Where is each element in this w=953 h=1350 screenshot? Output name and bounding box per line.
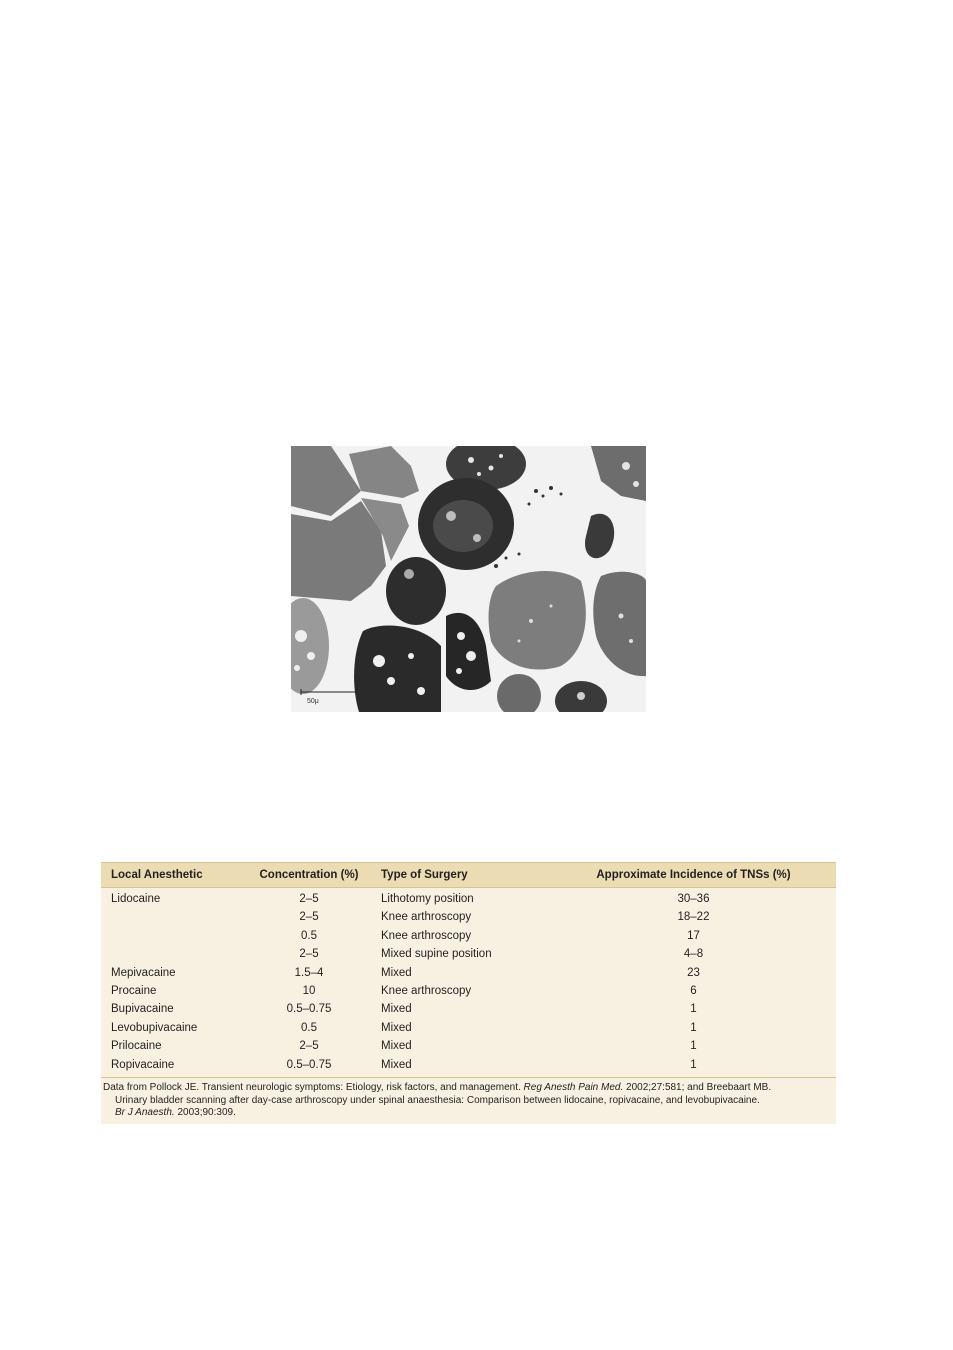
table-row (101, 1037, 836, 1055)
cell-anesthetic: Procaine (111, 985, 157, 998)
cell-concentration: 10 (302, 985, 316, 998)
cell-surgery: Mixed (381, 1021, 412, 1034)
cell-surgery: Mixed (381, 966, 412, 979)
cell-concentration: 2–5 (299, 1040, 319, 1053)
cell-incidence: 1 (690, 1021, 697, 1034)
cell-surgery: Mixed supine position (381, 948, 492, 961)
cell-incidence: 1 (690, 1058, 697, 1071)
cell-anesthetic: Lidocaine (111, 893, 161, 905)
cell-surgery: Mixed (381, 1058, 412, 1071)
cell-concentration: 0.5 (301, 1021, 317, 1034)
table-header-row (101, 863, 836, 888)
tns-incidence-table-block (101, 862, 836, 1124)
cell-surgery: Mixed (381, 1040, 412, 1053)
cell-incidence: 4–8 (683, 948, 704, 961)
table-row (101, 945, 836, 963)
cell-incidence: 30–36 (677, 893, 710, 905)
cell-shape (489, 571, 586, 670)
tns-incidence-table (101, 862, 836, 1077)
cell-anesthetic: Prilocaine (111, 1040, 162, 1053)
cell-shape (386, 557, 446, 625)
table-row (101, 1000, 836, 1018)
header-incidence: Approximate Incidence of TNSs (%) (551, 863, 836, 888)
header-concentration: Concentration (%) (247, 863, 371, 888)
cell-incidence: 18–22 (677, 911, 710, 924)
cell-surgery: Knee arthroscopy (381, 911, 472, 924)
cell-concentration: 0.5–0.75 (286, 1058, 332, 1071)
cell-anesthetic: Bupivacaine (111, 1003, 174, 1016)
cell-concentration: 2–5 (299, 911, 319, 924)
cell-anesthetic: Levobupivacaine (111, 1021, 198, 1034)
cell-incidence: 6 (690, 985, 697, 998)
header-local-anesthetic: Local Anesthetic (101, 863, 247, 888)
cell-anesthetic (101, 945, 247, 963)
cell-incidence: 17 (687, 929, 700, 942)
cell-anesthetic (101, 927, 247, 945)
cell-surgery: Knee arthroscopy (381, 929, 472, 942)
table-row (101, 908, 836, 926)
table-row (101, 927, 836, 945)
table-row (101, 888, 836, 909)
cell-incidence: 1 (690, 1040, 697, 1053)
cell-concentration: 0.5 (301, 929, 317, 942)
cell-surgery: Mixed (381, 1003, 412, 1016)
cell-anesthetic (101, 908, 247, 926)
cell-surgery: Knee arthroscopy (381, 985, 472, 998)
table-row (101, 1019, 836, 1037)
cell-anesthetic: Ropivacaine (111, 1058, 175, 1071)
table-source-note (101, 1077, 836, 1124)
cell-concentration: 2–5 (299, 893, 319, 905)
scale-label: 50μ (307, 698, 319, 705)
header-type-of-surgery: Type of Surgery (371, 863, 551, 888)
table-row (101, 964, 836, 982)
table-row (101, 1056, 836, 1077)
cell-incidence: 1 (690, 1003, 697, 1016)
source-line-3: Br J Anaesth. 2003;90:309. (115, 1107, 236, 1119)
cell-surgery: Lithotomy position (381, 893, 474, 905)
nerve-fiber-micrograph (291, 446, 646, 712)
table-row (101, 982, 836, 1000)
cell-incidence: 23 (687, 966, 700, 979)
cell-shape (354, 626, 441, 712)
source-line-1: Data from Pollock JE. Transient neurologic symptoms: Etiology, risk factors, and management. Reg Anesth Pain Med. 2002;27:581; and Breebaart MB. (103, 1082, 772, 1094)
cell-anesthetic: Mepivacaine (111, 966, 176, 979)
cell-concentration: 2–5 (299, 948, 319, 961)
cell-concentration: 0.5–0.75 (286, 1003, 332, 1016)
source-line-2: Urinary bladder scanning after day-case arthroscopy under spinal anaesthesia: Comparison between lidocaine, ropivacaine, and levobupivacaine. (115, 1094, 760, 1106)
cell-concentration: 1.5–4 (294, 966, 324, 979)
